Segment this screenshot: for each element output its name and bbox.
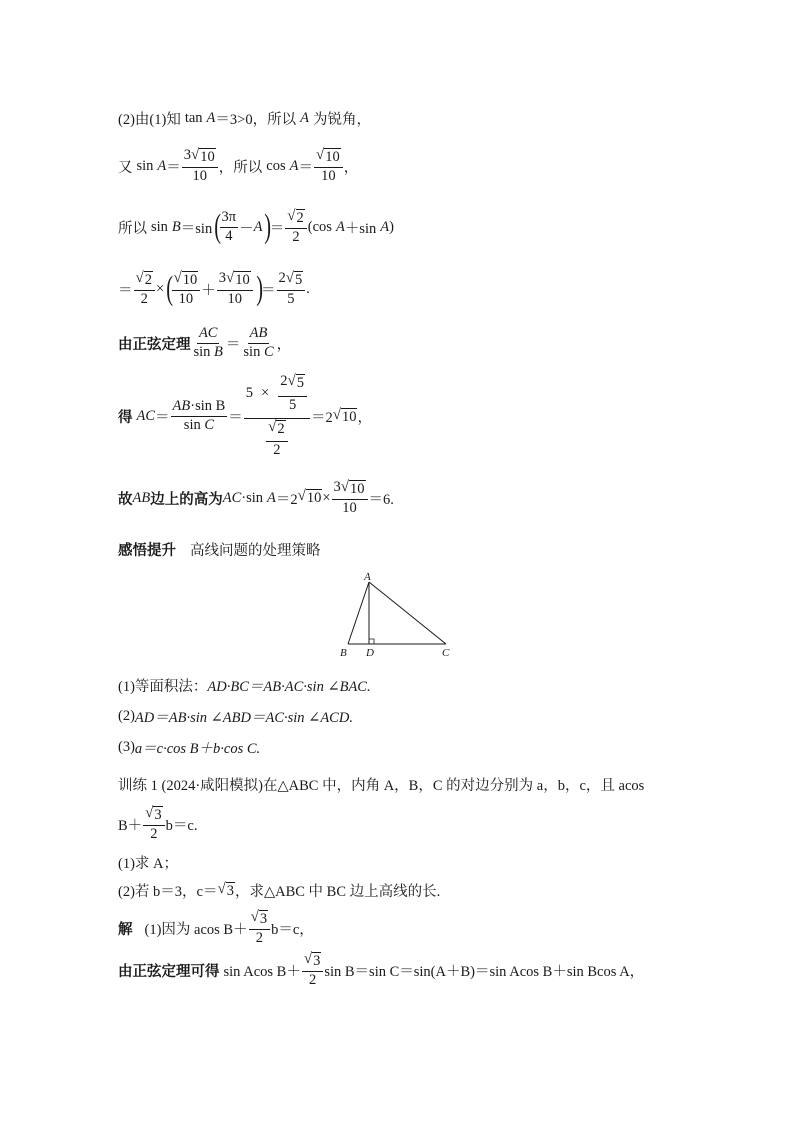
text: 边上的高为 [150,491,223,508]
text: AD·BC＝AB·AC·sin ∠BAC. [207,679,371,695]
var: AB [172,398,191,415]
text: sin Acos B＋ [223,963,301,980]
fraction [278,374,307,414]
answer-line-1 [118,910,314,947]
var: B [214,343,223,360]
fraction [277,271,306,308]
sqrt: √ 2 [268,418,285,437]
text: sin [193,343,211,360]
text: (2)若 b＝3，c＝ [118,884,218,900]
text: (2) [118,708,135,724]
text: 10 [341,408,357,425]
text: 2 [140,290,148,307]
sqrt: √ 10 [332,406,357,425]
fraction [285,209,306,246]
text: (1)等面积法： [118,679,208,695]
solution-line-6 [118,374,372,459]
text: B＋ [118,817,143,834]
text: ，所以 [218,159,263,176]
sqrt: √ 3 [303,951,321,969]
text: 2 [296,210,304,226]
sqrt: √ 10 [297,488,322,507]
var: A [335,218,345,235]
var: AB [132,489,151,506]
text: B [215,398,226,415]
text: (cos [307,218,332,235]
text: ＝ [269,220,285,237]
label-C: C [442,647,450,659]
text: ＝ [261,282,276,299]
text: (2)由(1)知 [118,112,181,128]
text: (3) [118,739,135,755]
text: 10 [178,290,194,307]
text: 由正弦定理可得 [118,963,220,980]
text: 3 [259,911,268,927]
text: 10 [321,167,336,184]
text: 2 [273,442,281,459]
text: ＝ [118,282,133,299]
text: sin [136,157,154,174]
text: 2 [144,272,152,288]
exercise-line-2 [118,806,197,843]
triangle-figure [336,568,456,660]
text: ， [343,159,359,176]
sqrt: √ 3 [217,880,234,899]
label-A: A [364,571,371,583]
var: AC [222,489,242,506]
text: ·sin [190,398,212,415]
text: (1)求 A； [118,856,179,872]
method-3 [118,737,260,758]
text: × [322,489,331,506]
text: 10 [342,499,357,516]
text: ＝ [166,159,181,176]
text: 3 [154,807,162,823]
var: A [300,110,309,126]
text: (1)因为 acos B＋ [144,921,248,938]
text: 3 [313,953,321,969]
fraction [172,271,201,308]
fraction [314,148,343,185]
sqrt: √ 10 [315,147,340,165]
label-D: D [366,647,374,659]
text: 又 [118,159,133,176]
sqrt: √ 3 [145,805,162,823]
sqrt: √ 5 [287,373,304,391]
answer-label: 解 [118,921,133,938]
text: tan [184,110,203,126]
var: A [253,218,263,235]
paren: ) [255,270,263,308]
text: sin [243,343,261,360]
text: 4 [225,227,233,244]
text: 训练 1 (2024·咸阳模拟)在△ABC 中，内角 A，B，C 的对边分别为 a，b，c，且 acos [118,778,645,794]
text: sin B＝sin C＝sin(A＋B)＝sin Acos B＋sin Bcos A， [324,963,645,980]
text: ＋ [201,282,216,299]
text: sin [183,417,201,434]
text: × [261,384,270,401]
text: 10 [200,149,215,165]
paren: ( [166,270,174,308]
text: 2 [308,971,317,988]
fraction [241,326,275,361]
text: 5 [295,272,303,288]
text: 2 [277,420,285,437]
text: ＝2 [310,410,333,427]
sqrt: √ 10 [173,270,198,288]
text: 为锐角， [312,112,371,128]
answer-line-2 [118,952,644,989]
fraction [192,326,225,361]
text: AC [197,326,220,344]
fraction [143,806,164,843]
exercise-question-1 [118,852,178,873]
text: 得 [118,410,133,427]
text: 由正弦定理 [118,336,191,353]
fraction [266,420,287,460]
sqrt: √ 3 [250,909,268,927]
text: ＝3>0，所以 [215,112,297,128]
text: ＝6. [368,491,394,508]
var: A [380,218,390,235]
text: 10 [350,481,365,497]
text: 10 [192,167,208,184]
text: AD＝AB·sin ∠ABD＝AC·sin ∠ACD. [134,710,353,726]
sqrt: √ 10 [191,147,215,165]
text: ·sin [241,489,263,506]
text: 2 [280,373,288,389]
fraction [332,480,368,517]
fraction [220,210,239,245]
text: ＝ [155,410,170,427]
sqrt: √ 5 [285,270,303,288]
var: B [171,218,181,235]
section-title: 感悟提升 [118,543,176,559]
text: b＝c， [271,921,314,938]
text: 10 [235,272,250,288]
fraction [244,374,310,459]
var: AC [136,408,156,425]
solution-line-5 [118,326,291,361]
exercise-question-2 [118,880,440,901]
text: 2 [292,228,300,245]
text: 2 [278,270,286,286]
text: 3π [220,210,239,228]
fraction [171,399,228,434]
text: 5 [296,375,304,391]
text: ＋sin [344,220,377,237]
text: 5 [287,290,295,307]
text: 2 [150,825,158,842]
text: AB [248,326,270,344]
fraction [249,910,270,947]
text: ＝sin [180,220,213,237]
text: ＝ [228,410,243,427]
paren: ) [264,208,272,246]
section-subtitle: 高线问题的处理策略 [190,543,321,559]
text: 10 [325,149,340,165]
text: sin [151,218,168,235]
text: ，求△ABC 中 BC 边上高线的长. [234,884,441,900]
section-heading [118,539,321,560]
exercise-line-1 [118,774,644,795]
var: A [206,110,216,126]
text: 3 [333,479,341,495]
text: ， [276,336,292,353]
method-1 [118,675,371,696]
solution-line-1 [118,108,371,129]
sqrt: √ 10 [225,270,250,288]
fraction [134,271,155,308]
edge-AC [369,582,446,644]
text: b＝c. [165,817,198,834]
text: － [239,220,254,237]
var: A [289,157,299,174]
label-B: B [340,647,347,659]
text: 所以 [118,220,147,237]
solution-line-2 [118,148,358,185]
fraction [302,952,323,989]
text: ＝ [225,336,241,353]
text: 5 [245,384,254,401]
edge-AB [348,582,369,644]
text: 3 [218,270,226,286]
sqrt: √ 2 [287,208,304,226]
text: 3 [226,882,234,899]
method-2 [118,706,353,727]
fraction [182,148,218,185]
text: a＝c·cos B＋b·cos C. [134,741,261,757]
text: 10 [306,490,322,507]
solution-line-7 [118,480,394,517]
text: 10 [227,290,242,307]
text: ＝2 [275,491,298,508]
text: 2 [255,929,263,946]
sqrt: √ 2 [135,270,152,288]
solution-line-4 [118,271,310,308]
var: A [267,489,276,506]
fraction [217,271,253,308]
text: × [155,280,165,297]
text: ， [357,410,372,427]
text: 5 [288,396,297,413]
text: ＝ [298,159,313,176]
text: 10 [182,272,198,288]
text: cos [266,157,286,174]
paren: ( [214,208,222,246]
var: A [157,157,167,174]
var: C [204,417,215,434]
text: 故 [118,491,133,508]
var: C [263,343,274,360]
right-angle-mark [369,639,374,644]
sqrt: √ 10 [340,479,365,497]
text: . [306,280,310,297]
solution-line-3 [118,209,394,246]
text: ) [389,218,394,235]
text: 3 [183,147,192,163]
